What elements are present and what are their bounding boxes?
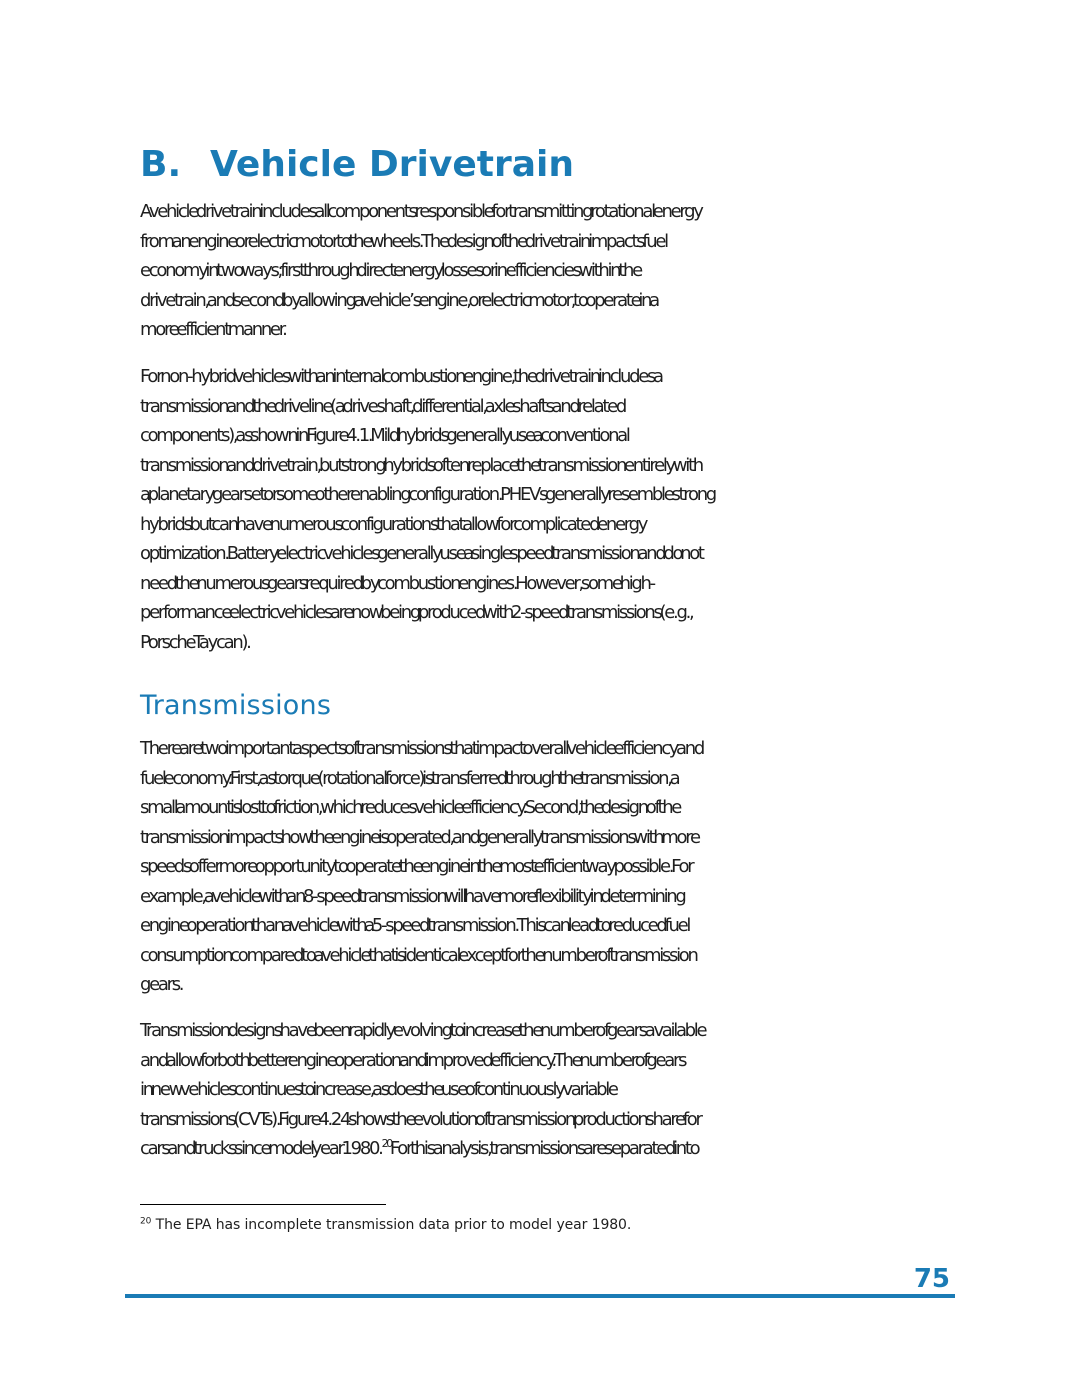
- text-line: consumption compared to a vehicle that is identical except for the number of transmission: [140, 944, 697, 966]
- section-heading: [140, 140, 574, 190]
- text-line: from an engine or electric motor to the wheels. The design of the drivetrain impacts fuel: [140, 230, 667, 252]
- text-line: transmission and the driveline (a driveshaft, differential, axle shafts and related: [140, 395, 626, 417]
- text-line: in new vehicles continues to increase, as does the use of continuously variable: [140, 1079, 617, 1100]
- text-line: Transmission designs have been rapidly evolving to increase the number of gears available: [140, 1020, 706, 1041]
- page-number: 75: [913, 1264, 950, 1294]
- footnote-divider: [140, 1204, 386, 1205]
- paragraph-intro: [140, 197, 960, 345]
- text-line: gears.: [140, 974, 183, 995]
- text-line: A vehicle drivetrain includes all components responsible for transmitting rotational energy: [140, 201, 702, 222]
- text-segment: For this analysis, transmissions are separated into: [390, 1138, 699, 1159]
- footnote-text: The EPA has incomplete transmission data prior to model year 1980.: [151, 1217, 632, 1233]
- text-line: drivetrain, and second by allowing a vehicle’s engine, or electric motor, to operate in a: [140, 289, 658, 311]
- text-line: a planetary gearset or some other enabling configuration. PHEVs generally resemble strong: [140, 484, 715, 505]
- text-line: components), as shown in Figure 4.1. Mild hybrids generally use a conventional: [140, 425, 629, 446]
- subheading-transmissions: Transmissions: [140, 690, 332, 721]
- text-line: fuel economy. First, as torque (rotational force) is transferred through the transmission, a: [140, 767, 679, 789]
- footnote-marker: 20: [140, 1216, 152, 1227]
- footnote: [140, 1214, 631, 1236]
- text-line: speeds offer more opportunity to operate the engine in the most efficient way possible. For: [140, 856, 693, 877]
- text-line: There are two important aspects of transmissions that impact overall vehicle efficiency and: [140, 738, 704, 759]
- footnote-reference[interactable]: 20: [381, 1137, 391, 1150]
- text-line: small amount is lost to friction, which reduces vehicle efficiency. Second, the design of the: [140, 797, 681, 818]
- text-line: hybrids but can have numerous configurations that allow for complicated energy: [140, 513, 647, 535]
- footer-divider: [125, 1294, 955, 1298]
- text-line: need the numerous gears required by combustion engines. However, some high-: [140, 572, 654, 594]
- text-line: For non-hybrid vehicles with an internal combustion engine, the drivetrain includes a: [140, 366, 662, 387]
- section-letter: B.: [140, 144, 182, 185]
- text-line: more efficient manner.: [140, 319, 286, 340]
- text-line: transmission and drivetrain, but strong hybrids often replace the transmission entirely with: [140, 454, 702, 476]
- section-title: Vehicle Drivetrain: [210, 144, 574, 185]
- paragraph-non-hybrid: [140, 362, 960, 657]
- text-line: and allow for both better engine operation and improved efficiency. The number of gears: [140, 1049, 686, 1071]
- text-line: economy in two ways; first through direct energy losses or inefficiencies within the: [140, 260, 641, 281]
- text-line: transmission impacts how the engine is operated, and generally transmissions with more: [140, 826, 699, 848]
- text-line: engine operation than a vehicle with a 5-speed transmission. This can lead to reduced fuel: [140, 915, 690, 936]
- text-line: Porsche Taycan).: [140, 631, 250, 653]
- paragraph-transmission-aspects: [140, 734, 960, 1000]
- text-segment: cars and trucks since model year 1980.: [140, 1138, 382, 1159]
- text-line-with-footnote: [140, 1134, 960, 1164]
- paragraph-transmission-designs: [140, 1016, 960, 1164]
- text-line: transmissions (CVTs). Figure 4.24 shows the evolution of transmission production share for: [140, 1108, 701, 1130]
- text-line: performance electric vehicles are now being produced with 2-speed transmissions (e.g.,: [140, 602, 693, 623]
- text-line: optimization. Battery electric vehicles generally use a single speed transmission and do not: [140, 543, 703, 564]
- text-line: example, a vehicle with an 8-speed transmission will have more flexibility in determining: [140, 885, 685, 907]
